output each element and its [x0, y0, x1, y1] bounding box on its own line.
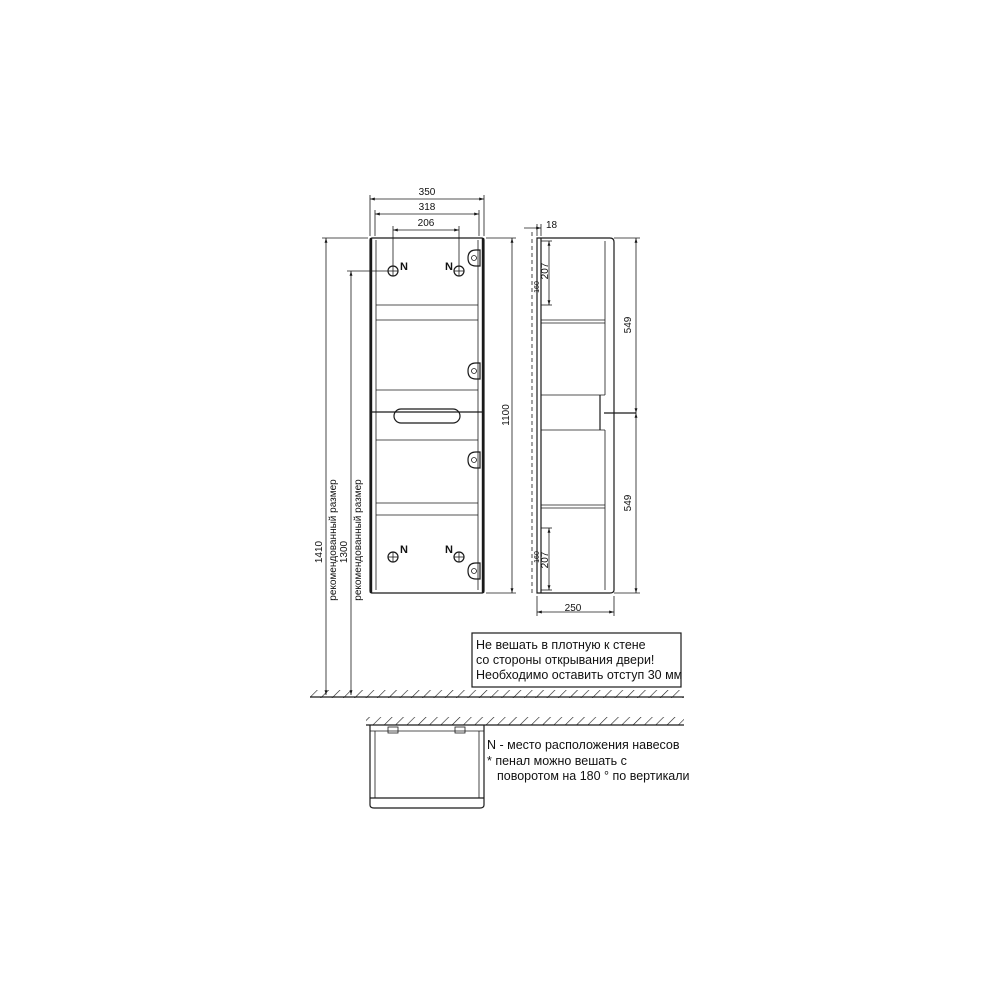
hanger-mark-bottom-left [388, 544, 408, 562]
warning-line-1: Не вешать в плотную к стене [476, 638, 646, 652]
top-view-outline [370, 725, 484, 808]
legend-line-2: * пенал можно вешать с [487, 754, 627, 768]
legend [487, 738, 690, 783]
hanger-mark-top-right [445, 261, 464, 276]
hanger-label: N [400, 261, 408, 273]
warning-line-2: со стороны открывания двери! [476, 653, 655, 667]
dimension-hanger-spacing: 206 [417, 218, 435, 229]
dimension-total-height-note: рекомендованный размер [328, 479, 339, 601]
dimension-width-inner: 318 [418, 202, 436, 213]
floor-line [310, 690, 684, 698]
hanger-label: N [445, 261, 453, 273]
warning-box [472, 633, 682, 687]
front-view [314, 187, 516, 695]
side-view [524, 220, 640, 616]
dimension-total-height: 1410 [314, 540, 325, 564]
dimension-hanging-height-note: рекомендованный размер [353, 479, 364, 601]
drawer-handle [394, 409, 460, 423]
dimension-hanger-offset-bottom: 207 [540, 551, 551, 569]
dimension-hanging-height: 1300 [339, 540, 350, 564]
warning-line-3: Необходимо оставить отступ 30 мм [476, 668, 683, 682]
dimension-hanger-small-top: 160 [534, 281, 541, 293]
dimension-hanger-small-bottom: 160 [534, 551, 541, 563]
dimension-depth: 250 [564, 603, 582, 614]
front-cabinet-outline [370, 238, 484, 593]
legend-line-3: поворотом на 180 ° по вертикали [497, 769, 690, 783]
hanger-label: N [400, 544, 408, 556]
side-profile-outline [537, 238, 614, 593]
hanger-mark-bottom-right [445, 544, 464, 562]
dimension-width-outer: 350 [418, 187, 436, 198]
hanger-label: N [445, 544, 453, 556]
legend-line-1: N - место расположения навесов [487, 738, 680, 752]
dimension-panel-thickness: 18 [546, 220, 558, 231]
dimension-section-height-bottom: 549 [623, 494, 634, 512]
dimension-hanger-offset-top: 207 [540, 262, 551, 280]
hanger-mark-top-left [388, 261, 408, 276]
dimension-cabinet-height: 1100 [501, 404, 512, 426]
dimension-section-height-top: 549 [623, 316, 634, 334]
